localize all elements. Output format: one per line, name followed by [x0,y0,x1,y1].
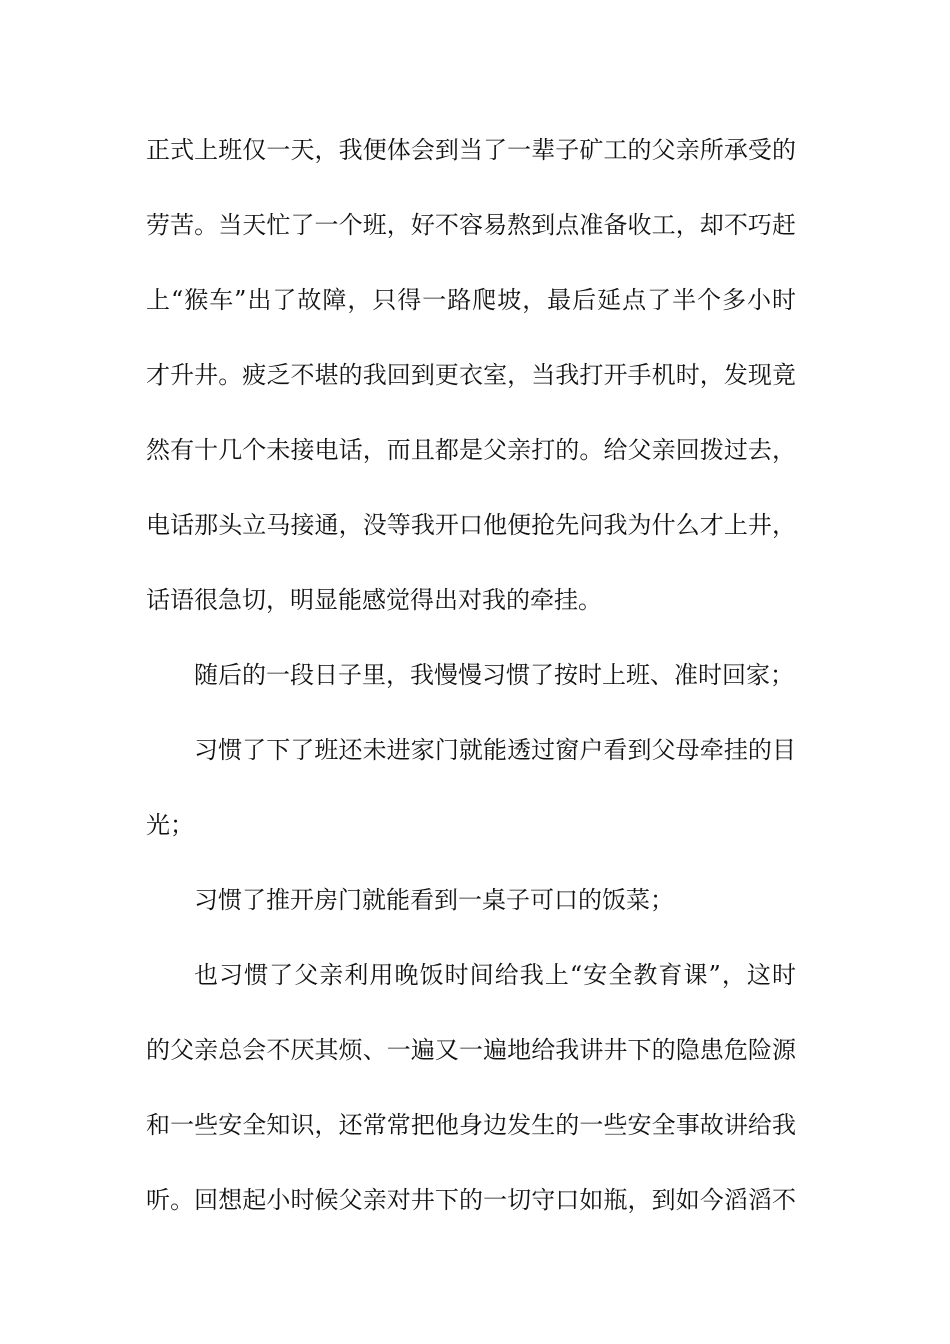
text-line-5: 然有十几个未接电话，而且都是父亲打的。给父亲回拨过去， [146,436,796,464]
text-line-13: 的父亲总会不厌其烦、一遍又一遍地给我讲井下的隐患危险源 [146,1036,796,1064]
text-line-3: 上“猴车”出了故障，只得一路爬坡，最后延点了半个多小时 [146,286,796,314]
text-line-2: 劳苦。当天忙了一个班，好不容易熬到点准备收工，却不巧赶 [146,211,796,239]
text-line-10: 光； [146,811,194,839]
text-line-8: 随后的一段日子里，我慢慢习惯了按时上班、准时回家； [194,661,794,689]
text-line-4: 才升井。疲乏不堪的我回到更衣室，当我打开手机时，发现竟 [146,361,796,389]
text-line-15: 听。回想起小时候父亲对井下的一切守口如瓶，到如今滔滔不 [146,1186,796,1214]
text-line-12: 也习惯了父亲利用晚饭时间给我上“安全教育课”，这时 [194,961,796,989]
text-line-6: 电话那头立马接通，没等我开口他便抢先问我为什么才上井， [146,511,796,539]
text-line-7: 话语很急切，明显能感觉得出对我的牵挂。 [146,586,602,614]
text-line-11: 习惯了推开房门就能看到一桌子可口的饭菜； [194,886,674,914]
text-line-14: 和一些安全知识，还常常把他身边发生的一些安全事故讲给我 [146,1111,796,1139]
text-line-1: 正式上班仅一天，我便体会到当了一辈子矿工的父亲所承受的 [146,136,796,164]
text-line-9: 习惯了下了班还未进家门就能透过窗户看到父母牵挂的目 [194,736,796,764]
